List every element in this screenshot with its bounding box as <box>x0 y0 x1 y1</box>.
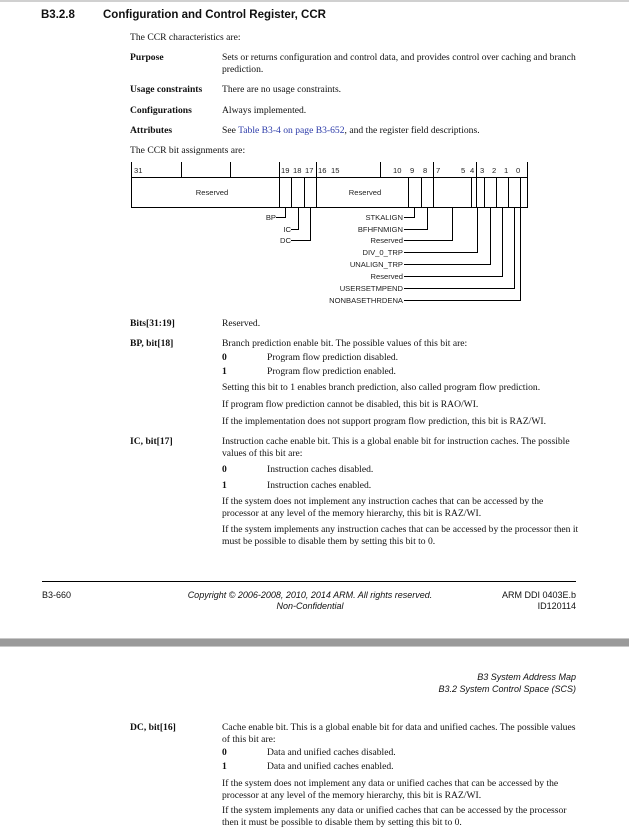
field-name-ic: IC, bit[17] <box>130 436 173 447</box>
label-reserved-2: Reserved <box>370 272 403 281</box>
bit-number: 16 <box>318 166 327 175</box>
bit-number: 8 <box>423 166 428 175</box>
value-text: Data and unified caches enabled. <box>267 761 394 772</box>
bit-number: 15 <box>331 166 340 175</box>
copyright: Copyright © 2006-2008, 2010, 2014 ARM. All rights reserved. <box>187 590 433 600</box>
value-key: 0 <box>222 352 227 363</box>
label-stkalign: STKALIGN <box>365 213 403 222</box>
field-name-bits-31-19: Bits[31:19] <box>130 318 175 329</box>
field-para: If the system implements any instruction caches that can be accessed by the processor then it must be possible to disable them by setting this bit to 0. <box>222 524 579 547</box>
value-text: Instruction caches disabled. <box>267 464 374 475</box>
bit-number: 18 <box>293 166 302 175</box>
bit-number: 31 <box>134 166 143 175</box>
register-diagram <box>0 0 629 310</box>
page-separator <box>0 638 629 647</box>
bit-number: 9 <box>410 166 415 175</box>
field-name-bp: BP, bit[18] <box>130 338 174 349</box>
value-key: 1 <box>222 761 227 772</box>
field-para: If the system does not implement any instruction caches that can be accessed by the processor at any level of the memory hierarchy, this bit is RAZ/WI. <box>222 496 544 519</box>
char-text-usage: There are no usage constraints. <box>222 84 342 95</box>
attr-text-before: See <box>222 125 239 136</box>
register-box <box>131 162 528 208</box>
value-text: Data and unified caches disabled. <box>267 747 396 758</box>
field-para: Setting this bit to 1 enables branch prediction, also called program flow prediction. <box>222 382 541 393</box>
section-number: B3.2.8 <box>41 9 75 21</box>
footer-rule <box>42 581 576 582</box>
value-key: 1 <box>222 480 227 491</box>
label-bfhfnmign: BFHFNMIGN <box>357 225 403 234</box>
label-div-0-trp: DIV_0_TRP <box>362 248 403 257</box>
label-ic: IC <box>283 225 291 234</box>
bit-number: 19 <box>281 166 290 175</box>
char-text-purpose: Sets or returns configuration and control data, and provides control over caching and branch prediction. <box>222 52 576 75</box>
label-dc: DC <box>280 236 291 245</box>
char-label-config: Configurations <box>130 105 192 116</box>
characteristics-intro: The CCR characteristics are: <box>130 32 241 43</box>
value-text: Instruction caches enabled. <box>267 480 372 491</box>
value-key: 1 <box>222 366 227 377</box>
value-text: Program flow prediction disabled. <box>267 352 399 363</box>
confidentiality: Non-Confidential <box>276 601 344 611</box>
field-intro: Instruction cache enable bit. This is a global enable bit for instruction caches. The possible values of this bit are: <box>222 436 570 459</box>
char-text-config: Always implemented. <box>222 105 307 116</box>
chapter-header: B3 System Address Map <box>477 672 576 682</box>
bit-number: 4 <box>470 166 475 175</box>
value-key: 0 <box>222 464 227 475</box>
page-number: B3-660 <box>42 590 72 600</box>
bit-number: 7 <box>436 166 441 175</box>
bit-number: 3 <box>480 166 485 175</box>
field-intro: Cache enable bit. This is a global enable bit for data and unified caches. The possible values of this bit are: <box>222 722 576 745</box>
bit-number: 1 <box>504 166 509 175</box>
value-text: Program flow prediction enabled. <box>267 366 396 377</box>
label-bp: BP <box>265 213 276 222</box>
section-title: Configuration and Control Register, CCR <box>103 9 326 21</box>
bit-number: 2 <box>492 166 497 175</box>
bit-number: 5 <box>461 166 466 175</box>
char-label-attributes: Attributes <box>130 125 173 136</box>
bit-assign-intro: The CCR bit assignments are: <box>130 145 246 156</box>
value-key: 0 <box>222 747 227 758</box>
bit-number-row <box>134 166 520 175</box>
doc-id: ARM DDI 0403E.b <box>501 590 576 600</box>
field-intro: Branch prediction enable bit. The possible values of this bit are: <box>222 338 468 349</box>
attr-text-after: , and the register field descriptions. <box>344 125 480 136</box>
issue-id: ID120114 <box>537 601 576 611</box>
label-reserved-7-5: Reserved <box>370 236 403 245</box>
field-para: If the implementation does not support program flow prediction, this bit is RAZ/WI. <box>222 416 546 427</box>
char-label-purpose: Purpose <box>130 52 164 63</box>
label-nonbasethrdena: NONBASETHRDENA <box>329 296 403 305</box>
field-para: If program flow prediction cannot be disabled, this bit is RAO/WI. <box>222 399 479 410</box>
field-para: If the system implements any data or unified caches that can be accessed by the processor then it must be possible to disable them by setting this bit to 0. <box>222 805 567 828</box>
field-name-dc: DC, bit[16] <box>130 722 176 733</box>
bit-number: 0 <box>516 166 521 175</box>
field-reserved-mid: Reserved <box>348 188 382 197</box>
table-link[interactable]: Table B3-4 on page B3-652 <box>238 125 345 136</box>
section-header: B3.2 System Control Space (SCS) <box>438 684 576 694</box>
label-unalign-trp: UNALIGN_TRP <box>349 260 403 269</box>
field-desc: Reserved. <box>222 318 261 329</box>
field-reserved-high: Reserved <box>195 188 229 197</box>
bit-number: 17 <box>305 166 314 175</box>
bit-number: 10 <box>393 166 402 175</box>
field-para: If the system does not implement any data or unified caches that can be accessed by the processor at any level of the memory hierarchy, this bit is RAZ/WI. <box>222 778 559 801</box>
label-usersetmpend: USERSETMPEND <box>339 284 403 293</box>
char-label-usage: Usage constraints <box>130 84 203 95</box>
